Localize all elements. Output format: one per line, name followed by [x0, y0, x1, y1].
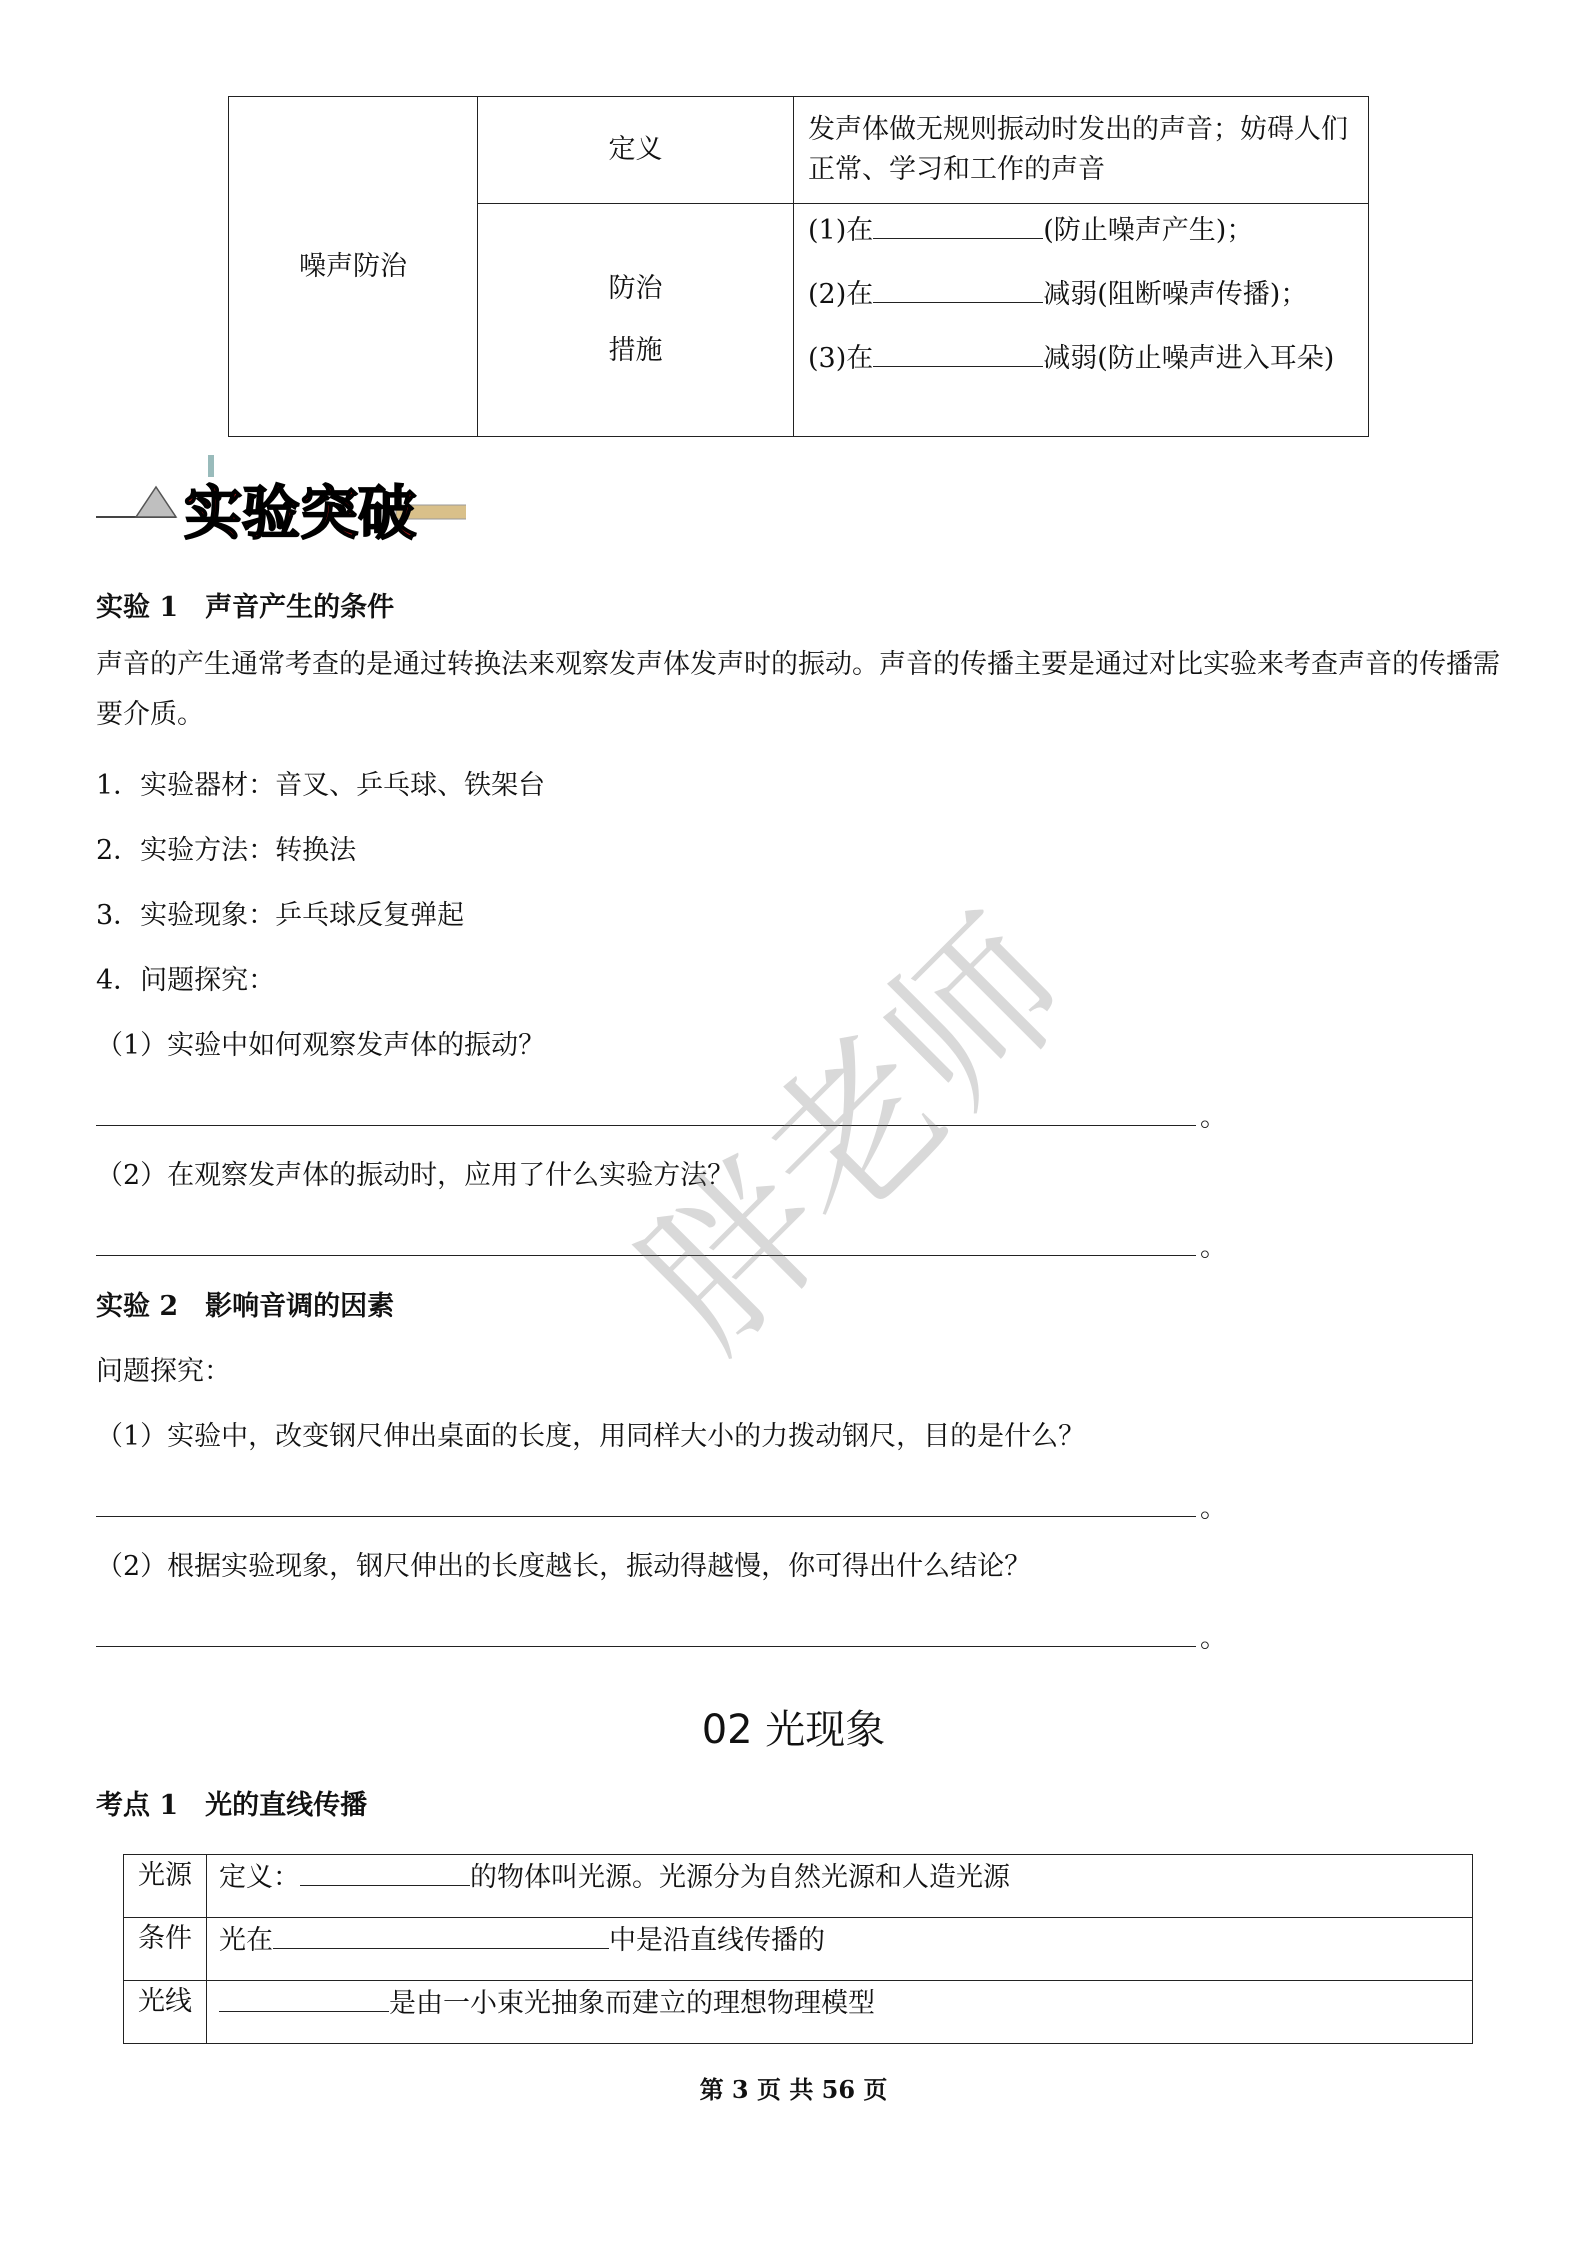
fill-blank[interactable]: [873, 336, 1043, 367]
experiment-breakthrough-banner: [96, 455, 466, 550]
table-row: [124, 1918, 1473, 1981]
banner-title: 实验突破: [184, 479, 417, 547]
prism-icon: [136, 487, 176, 517]
light-propagation-table: [123, 1854, 1473, 2044]
page-footer: 第 3 页 共 56 页: [699, 2075, 888, 2104]
answer-line[interactable]: [96, 1486, 1196, 1517]
answer-end-mark: 。: [1200, 1493, 1227, 1524]
chapter-title: 02 光现象: [701, 1707, 886, 1753]
noise-control-table: [228, 96, 1369, 437]
fill-blank[interactable]: [219, 1981, 389, 2012]
row-content: 光在 中是沿直线传播的: [207, 1918, 1473, 1981]
row-content: 定义： 的物体叫光源。光源分为自然光源和人造光源: [207, 1855, 1473, 1918]
fill-blank[interactable]: [873, 272, 1043, 303]
experiment1-heading: 实验 1 声音产生的条件: [96, 592, 395, 623]
row-key: 光线: [124, 1981, 207, 2044]
experiment1-question-1: （1）实验中如何观察发声体的振动？: [96, 1030, 546, 1061]
measures-label-line-1: 防治: [608, 273, 663, 304]
point1-heading: 考点 1 光的直线传播: [96, 1790, 368, 1821]
fill-blank[interactable]: [273, 1918, 609, 1949]
definition-text-cell: 发声体做无规则振动时发出的声音；妨碍人们正常、学习和工作的声音: [794, 97, 1369, 204]
watermark: 胖老师: [605, 883, 1107, 1384]
answer-end-mark: 。: [1200, 1232, 1227, 1263]
experiment2-question-2: （2）根据实验现象，钢尺伸出的长度越长，振动得越慢，你可得出什么结论？: [96, 1551, 1032, 1582]
row-key: 条件: [124, 1918, 207, 1981]
experiment1-item-4: 4．问题探究：: [96, 965, 276, 996]
measures-label-cell: [478, 204, 794, 437]
experiment2-heading: 实验 2 影响音调的因素: [96, 1291, 395, 1322]
measures-label-line-2: 措施: [608, 335, 663, 366]
answer-end-mark: 。: [1200, 1102, 1227, 1133]
experiment1-item-1: 1．实验器材：音叉、乒乓球、铁架台: [96, 770, 546, 801]
definition-label-cell: 定义: [478, 97, 794, 204]
experiment1-intro: 声音的产生通常考查的是通过转换法来观察发声体发声时的振动。声音的传播主要是通过对比实验来考查声音的传播需要介质。: [96, 649, 1500, 730]
row-key: 光源: [124, 1855, 207, 1918]
experiment1-item-2: 2．实验方法：转换法: [96, 835, 357, 866]
flask-icon: [208, 455, 214, 477]
measures-cell: [794, 204, 1369, 437]
fill-blank[interactable]: [300, 1855, 470, 1886]
experiment1-question-2: （2）在观察发声体的振动时，应用了什么实验方法？: [96, 1160, 735, 1191]
measure-item: (1)在 (防止噪声产生)；: [808, 208, 1354, 252]
fill-blank[interactable]: [873, 208, 1043, 239]
noise-category-cell: 噪声防治: [229, 97, 478, 437]
experiment1-item-3: 3．实验现象：乒乓球反复弹起: [96, 900, 465, 931]
answer-line[interactable]: [96, 1616, 1196, 1647]
measure-item: (3)在 减弱(防止噪声进入耳朵): [808, 336, 1354, 380]
table-row: [124, 1855, 1473, 1918]
measure-item: (2)在 减弱(阻断噪声传播)；: [808, 272, 1354, 316]
row-content: 是由一小束光抽象而建立的理想物理模型: [207, 1981, 1473, 2044]
answer-end-mark: 。: [1200, 1623, 1227, 1654]
experiment2-question-1: （1）实验中，改变钢尺伸出桌面的长度，用同样大小的力拨动钢尺，目的是什么？: [96, 1421, 1086, 1452]
experiment2-label: 问题探究：: [96, 1356, 231, 1387]
table-row: [124, 1981, 1473, 2044]
